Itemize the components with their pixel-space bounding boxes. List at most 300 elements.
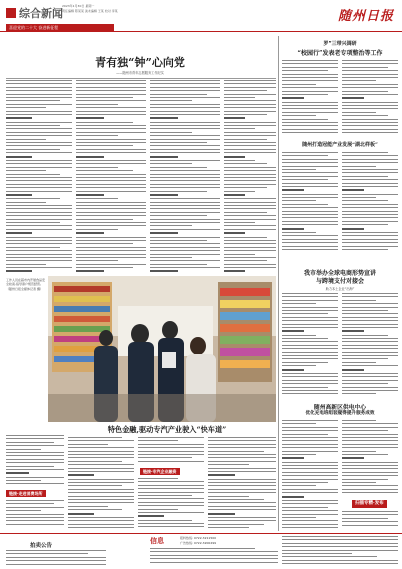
text-line [224, 243, 276, 244]
text-line [224, 240, 276, 241]
text-line [68, 482, 134, 483]
text-line [150, 174, 220, 175]
text-line [342, 335, 388, 336]
text-line [150, 198, 220, 199]
text-line [76, 250, 146, 251]
text-line [76, 229, 118, 230]
text-line [224, 174, 276, 175]
text-line [76, 117, 104, 119]
text-line [6, 477, 64, 478]
text-line [6, 503, 54, 504]
text-line [76, 100, 146, 101]
text-line [224, 202, 276, 203]
text-line [150, 237, 220, 238]
text-line [208, 474, 235, 476]
text-line [150, 117, 178, 119]
text-line [138, 502, 204, 503]
text-line [342, 383, 388, 384]
ad-title: 拍卖公告 [30, 543, 53, 549]
text-line [282, 214, 338, 215]
paper-logo: 随州日报 [337, 9, 394, 24]
text-line [282, 338, 328, 339]
text-line [224, 250, 276, 251]
text-line [138, 444, 204, 445]
text-line [282, 454, 316, 455]
text-line [150, 139, 220, 140]
text-line [224, 232, 245, 234]
text-line [150, 104, 220, 105]
text-line [6, 553, 88, 554]
text-line [68, 517, 134, 518]
text-line [224, 167, 276, 168]
text-line [150, 160, 220, 161]
text-line [6, 480, 41, 481]
text-line [282, 152, 338, 153]
text-line [342, 358, 388, 359]
right-lower-col1 [282, 293, 338, 398]
text-line [282, 60, 338, 61]
text-line [76, 225, 146, 226]
column-rule [6, 78, 276, 79]
text-line [282, 546, 398, 547]
text-line [342, 320, 398, 321]
text-line [208, 496, 249, 497]
text-line [282, 423, 316, 424]
text-line [342, 169, 398, 170]
text-line [342, 200, 388, 201]
bottom-center-col1 [68, 437, 134, 532]
text-line [138, 520, 192, 521]
text-line [342, 492, 398, 493]
text-line [138, 498, 204, 499]
text-line [342, 465, 398, 466]
text-line [208, 482, 276, 483]
text-line [224, 229, 276, 230]
text-line [208, 527, 249, 528]
text-line [224, 163, 267, 164]
text-line [6, 191, 72, 192]
text-line [342, 338, 398, 339]
text-line [342, 521, 398, 522]
text-line [6, 247, 60, 248]
text-line [282, 451, 338, 452]
text-line [138, 437, 204, 438]
text-line [282, 129, 338, 130]
text-line [6, 514, 64, 515]
text-line [282, 330, 304, 332]
text-line [138, 505, 204, 506]
text-line [342, 485, 398, 486]
text-line [76, 104, 118, 105]
text-line [282, 482, 328, 483]
text-line [208, 457, 276, 458]
bottom-center-col2b [138, 478, 204, 532]
main-article-col1 [6, 80, 72, 275]
text-line [342, 162, 398, 163]
text-line [150, 260, 220, 261]
text-line [342, 183, 398, 184]
text-line [76, 160, 146, 161]
text-line [282, 479, 338, 480]
text-line [342, 440, 398, 441]
text-line [224, 260, 267, 261]
text-line [342, 313, 398, 314]
text-line [282, 194, 338, 195]
text-line [342, 214, 398, 215]
text-line [224, 135, 276, 136]
text-line [282, 327, 338, 328]
text-line [150, 229, 220, 230]
text-line [6, 240, 72, 241]
text-line [6, 455, 64, 456]
text-line [224, 132, 276, 133]
text-line [342, 119, 398, 120]
text-line [68, 489, 134, 490]
text-line [208, 485, 276, 486]
phone-line-1: 报料热线: 0722-3211500 [180, 536, 217, 540]
text-line [224, 107, 276, 108]
text-line [6, 483, 64, 484]
text-line [342, 239, 398, 240]
text-line [6, 145, 72, 146]
text-line [208, 489, 276, 490]
text-line [6, 449, 41, 450]
text-line [224, 247, 276, 248]
text-line [150, 254, 220, 255]
text-line [342, 423, 398, 424]
text-line [6, 560, 106, 561]
text-line [224, 270, 245, 272]
text-line [76, 132, 146, 133]
text-line [282, 112, 338, 113]
text-line [208, 502, 276, 503]
text-line [76, 163, 146, 164]
text-line [76, 243, 133, 244]
text-line [208, 499, 264, 500]
text-line [282, 539, 398, 540]
text-line [68, 513, 94, 515]
text-line [282, 204, 328, 205]
text-line [150, 257, 192, 258]
text-line [224, 100, 276, 101]
text-line [342, 63, 398, 64]
text-line [6, 128, 72, 129]
text-line [6, 232, 32, 234]
text-line [282, 232, 316, 233]
text-line [342, 489, 398, 490]
text-line [6, 466, 54, 467]
text-line [208, 513, 235, 515]
top-right-kicker: 罗”三带兴调研 [323, 41, 357, 47]
text-line [342, 235, 398, 236]
main-headline: 青有独“钟”心向党 [95, 56, 185, 69]
text-line [6, 550, 106, 551]
text-line [6, 198, 60, 199]
text-line [6, 267, 72, 268]
text-line [342, 317, 398, 318]
text-line [342, 87, 398, 88]
text-line [342, 221, 398, 222]
text-line [6, 194, 32, 196]
text-line [342, 246, 398, 247]
text-line [208, 464, 249, 465]
bottom-right-col2b [342, 511, 398, 531]
text-line [6, 222, 60, 223]
text-line [282, 97, 304, 99]
text-line [150, 205, 220, 206]
text-line [208, 524, 264, 525]
text-line [6, 257, 72, 258]
text-line [76, 90, 146, 91]
text-line [282, 355, 338, 356]
text-line [6, 132, 72, 133]
text-line [6, 219, 72, 220]
text-line [208, 454, 276, 455]
text-line [282, 320, 338, 321]
text-line [342, 189, 364, 191]
text-line [342, 197, 376, 198]
text-line [224, 145, 276, 146]
text-line [282, 556, 377, 557]
text-line [282, 155, 328, 156]
text-line [150, 80, 220, 81]
left-bottom-text-2 [6, 500, 64, 530]
text-line [76, 202, 146, 203]
right-lower-col2 [342, 293, 398, 398]
text-line [76, 215, 146, 216]
text-line [150, 243, 220, 244]
text-line [282, 176, 338, 177]
text-line [282, 169, 316, 170]
text-line [76, 167, 118, 168]
text-line [138, 485, 204, 486]
text-line [342, 348, 398, 349]
text-line [342, 228, 364, 230]
text-line [224, 257, 276, 258]
text-line [342, 84, 398, 85]
text-line [282, 224, 338, 225]
text-line [6, 557, 106, 558]
text-line [282, 105, 338, 106]
text-line [138, 454, 204, 455]
text-line [6, 229, 72, 230]
text-line [224, 139, 267, 140]
bottom-right-col2 [342, 420, 398, 495]
masthead [0, 0, 402, 32]
text-line [342, 74, 398, 75]
text-line [6, 80, 72, 81]
text-line [282, 108, 338, 109]
text-line [224, 87, 276, 88]
text-line [282, 465, 338, 466]
text-line [342, 97, 364, 99]
text-line [6, 163, 72, 164]
text-line [282, 335, 316, 336]
text-line [342, 427, 398, 428]
text-line [76, 254, 146, 255]
section-name: 综合新闻 [6, 5, 63, 21]
text-line [342, 77, 398, 78]
text-line [282, 122, 338, 123]
text-line [6, 139, 46, 140]
text-line [342, 514, 398, 515]
text-line [68, 520, 134, 521]
ad-text-right [150, 548, 278, 568]
text-line [76, 184, 146, 185]
left-bottom-label: 链接·走进消费场所 [6, 490, 46, 497]
text-line [224, 170, 276, 171]
text-line [76, 156, 104, 158]
text-line [342, 420, 376, 421]
left-bottom-text [6, 435, 64, 487]
text-line [208, 509, 276, 510]
text-line [282, 307, 338, 308]
text-line [6, 149, 60, 150]
text-line [76, 267, 133, 268]
text-line [150, 215, 207, 216]
text-line [282, 303, 316, 304]
text-line [282, 489, 338, 490]
text-line [6, 160, 72, 161]
text-line [150, 232, 178, 234]
text-line [208, 471, 276, 472]
text-line [68, 447, 134, 448]
text-line [6, 202, 46, 203]
text-line [68, 451, 134, 452]
text-line [76, 125, 146, 126]
text-line [138, 492, 204, 493]
text-line [224, 267, 276, 268]
text-line [282, 462, 338, 463]
text-line [68, 496, 134, 497]
text-line [150, 270, 178, 272]
bottom-center-col3 [208, 437, 276, 532]
text-line [150, 212, 220, 213]
text-line [6, 435, 64, 436]
text-line [224, 191, 255, 192]
text-line [150, 83, 220, 84]
text-line [282, 239, 338, 240]
text-line [282, 87, 338, 88]
text-line [6, 117, 32, 119]
text-line [208, 520, 276, 521]
text-line [342, 373, 398, 374]
text-line [342, 207, 398, 208]
text-line [76, 232, 104, 234]
text-line [342, 186, 398, 187]
text-line [138, 515, 164, 517]
text-line [224, 222, 255, 223]
text-line [342, 112, 376, 113]
text-line [150, 87, 220, 88]
text-line [76, 222, 146, 223]
text-line [6, 205, 72, 206]
text-line [150, 128, 220, 129]
text-line [6, 135, 72, 136]
text-line [150, 90, 220, 91]
text-line [6, 83, 72, 84]
store-scene-photo [48, 276, 276, 422]
text-line [208, 506, 276, 507]
text-line [68, 527, 134, 528]
text-line [342, 525, 398, 526]
text-line [150, 194, 178, 196]
bottom-right-headline-1: 随州高新区供电中心 [313, 405, 367, 411]
text-line [150, 145, 220, 146]
text-line [282, 324, 338, 325]
text-line [342, 122, 398, 123]
bottom-right-col1 [282, 420, 338, 530]
text-line [6, 237, 72, 238]
text-line [76, 83, 146, 84]
text-line [6, 442, 54, 443]
mid-right-col1 [282, 152, 338, 252]
top-right-headline: “校园行”发表老专项整治等工作 [297, 50, 383, 57]
text-line [224, 219, 276, 220]
text-line [224, 149, 276, 150]
text-line [224, 111, 276, 112]
text-line [76, 135, 118, 136]
info-logo: 信息 [150, 537, 164, 545]
text-line [68, 454, 134, 455]
text-line [150, 191, 207, 192]
text-line [68, 509, 122, 510]
text-line [342, 345, 398, 346]
text-line [150, 264, 207, 265]
text-line [342, 129, 398, 130]
text-line [342, 451, 376, 452]
text-line [342, 132, 398, 133]
text-line [282, 67, 338, 68]
text-line [282, 317, 338, 318]
text-line [282, 437, 338, 438]
text-line [150, 187, 220, 188]
text-line [282, 387, 328, 388]
text-line [138, 512, 204, 513]
text-line [76, 87, 146, 88]
text-line [282, 393, 338, 394]
text-line [282, 310, 338, 311]
text-line [150, 202, 220, 203]
text-line [342, 172, 398, 173]
text-line [6, 507, 64, 508]
text-line [342, 80, 376, 81]
text-line [6, 459, 64, 460]
text-line [282, 119, 328, 120]
text-line [76, 128, 146, 129]
top-right-col2 [342, 60, 398, 138]
main-article-col3 [150, 80, 220, 275]
text-line [138, 478, 178, 479]
text-line [342, 330, 364, 332]
text-line [150, 247, 220, 248]
section-logo-icon [6, 8, 16, 18]
text-line [6, 225, 72, 226]
text-line [342, 102, 398, 103]
text-line [6, 174, 60, 175]
text-line [282, 249, 338, 250]
text-line [342, 387, 398, 388]
text-line [342, 179, 398, 180]
text-line [282, 84, 316, 85]
text-line [342, 115, 388, 116]
text-line [282, 186, 338, 187]
text-line [150, 267, 220, 268]
text-line [342, 447, 398, 448]
text-line [6, 452, 64, 453]
text-line [282, 457, 304, 459]
text-line [282, 348, 338, 349]
